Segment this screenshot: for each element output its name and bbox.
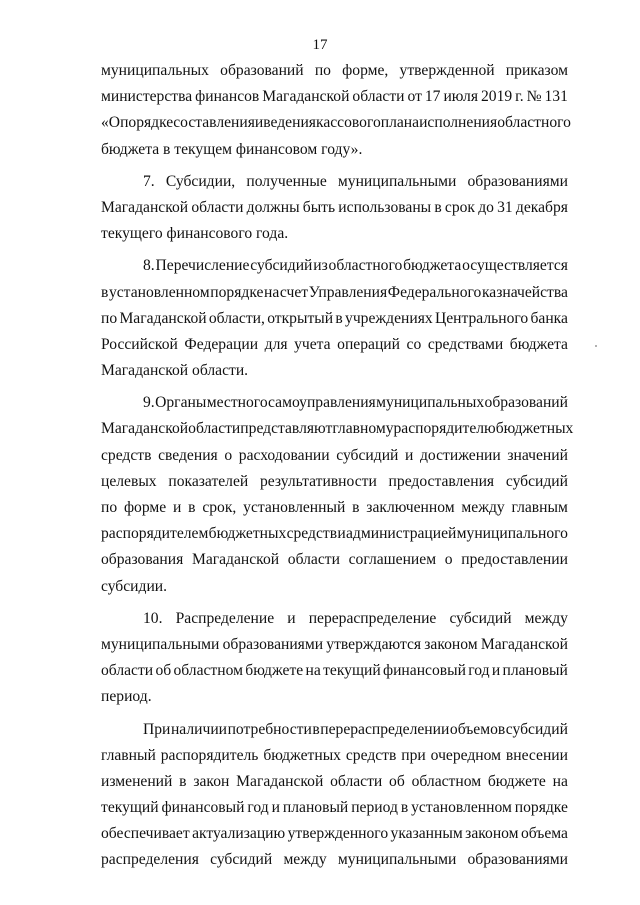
text-line <box>101 717 568 743</box>
word: до <box>478 198 494 216</box>
word: областного <box>497 114 571 132</box>
word: между <box>283 851 327 869</box>
word: сведения <box>158 446 218 464</box>
word: декабря <box>515 198 568 216</box>
word: актуализацию <box>192 825 286 843</box>
word: на <box>264 283 280 301</box>
paragraph <box>101 606 568 711</box>
word: и <box>254 114 264 132</box>
paragraph <box>101 169 568 248</box>
word: заключенном <box>366 499 455 516</box>
word: законом <box>465 825 519 843</box>
word: быть <box>302 198 336 216</box>
text-line <box>101 658 568 684</box>
word: Управления <box>308 283 388 301</box>
text-line <box>101 632 568 658</box>
text-line <box>101 847 568 873</box>
scan-speck <box>595 345 597 347</box>
word: Магаданской <box>236 772 324 790</box>
word: утвержденной <box>399 62 495 79</box>
word: 10. <box>143 609 163 627</box>
word: финансовый <box>382 662 466 680</box>
word: счет <box>279 283 309 301</box>
word: открытый <box>267 309 334 327</box>
word: Магаданской <box>262 88 350 106</box>
text-line <box>101 443 568 469</box>
text-line <box>101 84 568 110</box>
word: в <box>312 720 320 738</box>
word: Российской <box>101 335 178 353</box>
text-line <box>101 195 568 221</box>
word: бюджета <box>509 335 568 353</box>
word: администрацией <box>346 525 457 543</box>
word: форме <box>123 499 167 516</box>
word: изменений <box>101 772 173 790</box>
word: составления <box>173 114 255 132</box>
word: бюджетных <box>495 420 574 438</box>
word: утвержденного <box>287 825 389 843</box>
word: «О <box>101 114 121 132</box>
word: и <box>173 499 182 516</box>
text-line <box>101 253 568 279</box>
word: Магаданской <box>101 420 189 438</box>
word: области <box>352 88 405 106</box>
word: в <box>400 799 409 817</box>
word: объемов <box>449 720 506 738</box>
word: полученные <box>246 172 327 190</box>
word: Центрального <box>434 309 529 327</box>
word: министерства <box>101 88 193 106</box>
text-line <box>101 606 568 632</box>
word: муниципальных <box>376 394 485 412</box>
text-line <box>101 469 568 495</box>
word: законом <box>424 635 478 653</box>
text-line <box>101 769 568 795</box>
word: наличии <box>170 720 228 738</box>
word: финансов <box>195 88 260 106</box>
word: местного <box>206 394 268 412</box>
word: и <box>287 609 296 627</box>
word: муниципальными <box>337 851 457 869</box>
word: учреждениях <box>345 309 433 327</box>
word: областном <box>411 772 482 790</box>
word: 31 <box>497 198 513 216</box>
word: 7. <box>143 172 155 190</box>
word: июля <box>443 88 478 106</box>
word: об <box>389 772 405 790</box>
word: значений <box>507 446 568 464</box>
word: бюджетных <box>263 746 341 764</box>
word: При <box>143 720 171 738</box>
word: бюджета <box>403 257 462 275</box>
word: внесении <box>505 746 568 764</box>
word: представляют <box>240 420 333 438</box>
word: Федерации <box>184 335 259 353</box>
word: операций <box>337 335 400 353</box>
word: срок <box>444 198 476 216</box>
word: распорядителем <box>101 525 209 543</box>
page-number: 17 <box>312 37 328 53</box>
paragraph <box>101 253 568 384</box>
word: соглашением <box>348 551 437 569</box>
word: распорядителю <box>393 420 496 438</box>
paragraph <box>101 390 574 600</box>
word: и <box>491 662 501 680</box>
word: от <box>407 88 422 106</box>
word: для <box>264 335 288 353</box>
word: средств <box>286 525 338 543</box>
word: между <box>524 609 568 627</box>
word: Магаданской <box>480 635 568 653</box>
text-line <box>101 58 568 84</box>
word: распределения <box>101 851 199 869</box>
word: муниципальными <box>101 635 220 653</box>
word: форме, <box>342 62 389 79</box>
word: в <box>352 499 360 516</box>
word: Субсидии, <box>165 172 236 190</box>
word: области <box>101 662 154 680</box>
word: и <box>337 525 346 543</box>
word: текущий <box>323 662 381 680</box>
text-line <box>101 110 571 136</box>
word: муниципального <box>456 525 568 543</box>
word: средств <box>101 446 152 464</box>
word: год <box>468 662 490 680</box>
word: достижении <box>420 446 501 464</box>
word: банка <box>530 309 568 327</box>
word: на <box>305 662 321 680</box>
word: текущий <box>101 799 159 817</box>
word: по <box>314 62 331 79</box>
text-line <box>101 795 568 821</box>
word: перераспределении <box>320 720 450 738</box>
word: установленном <box>108 283 210 301</box>
word: области <box>191 198 244 216</box>
word: при <box>401 746 426 764</box>
word: в <box>179 772 187 790</box>
word: и <box>405 446 414 464</box>
word: ведения <box>263 114 316 132</box>
word: № <box>526 88 542 106</box>
word: год <box>247 799 269 817</box>
word: 9. <box>143 394 155 412</box>
word: целевых <box>101 472 157 490</box>
word: Магаданской <box>191 551 280 569</box>
word: субсидий <box>449 609 512 627</box>
word: плана <box>380 114 420 132</box>
word: срок, <box>202 499 237 516</box>
word: кассового <box>315 114 381 132</box>
word: в <box>101 283 109 301</box>
word: главный <box>101 746 156 764</box>
text-line: субсидии. <box>101 577 168 595</box>
word: Органы <box>155 394 207 412</box>
word: очередном <box>430 746 501 764</box>
word: Федерального <box>387 283 482 301</box>
word: 2019 <box>480 88 513 106</box>
word: порядке <box>120 114 174 132</box>
word: предоставлении <box>461 551 568 569</box>
word: субсидий <box>336 446 399 464</box>
word: 17 <box>424 88 441 106</box>
word: образованиями <box>222 635 324 653</box>
word: субсидий <box>210 851 273 869</box>
word: субсидий <box>505 472 568 490</box>
word: из <box>313 257 328 275</box>
word: 8. <box>143 257 155 275</box>
text-line <box>101 169 568 195</box>
word: закон <box>193 772 230 790</box>
text-line <box>101 416 574 442</box>
word: самоуправления <box>268 394 376 412</box>
text-line: текущего финансового года. <box>101 225 289 243</box>
word: муниципальных <box>101 62 209 79</box>
word: потребности <box>227 720 312 738</box>
word: областного <box>328 257 403 275</box>
word: осуществляется <box>462 257 568 275</box>
word: в <box>434 198 442 216</box>
text-line <box>101 495 568 521</box>
document-body <box>101 58 574 874</box>
word: показателей <box>168 472 249 490</box>
word: плановый <box>282 799 349 817</box>
text-line <box>101 306 568 332</box>
paragraph <box>101 58 571 163</box>
word: исполнения <box>419 114 498 132</box>
text-line <box>101 390 568 416</box>
word: результативности <box>259 472 377 490</box>
word: обеспечивает <box>101 825 190 843</box>
word: распорядитель <box>160 746 259 764</box>
word: приказом <box>505 62 568 79</box>
word: главному <box>332 420 394 438</box>
word: установленный <box>243 499 346 516</box>
text-line: бюджета в текущем финансовом году». <box>101 140 363 158</box>
word: в <box>335 309 343 327</box>
word: области <box>188 420 241 438</box>
word: г. <box>515 88 524 106</box>
word: 131 <box>544 88 568 106</box>
word: в <box>188 499 196 516</box>
word: использованы <box>338 198 432 216</box>
word: областном <box>173 662 243 680</box>
word: образованиями <box>467 172 568 190</box>
word: субсидий <box>250 257 313 275</box>
text-line <box>101 821 568 847</box>
word: должны <box>246 198 300 216</box>
word: о <box>444 551 453 569</box>
word: Магаданской <box>101 198 189 216</box>
word: финансовый <box>161 799 245 817</box>
word: главным <box>511 499 568 516</box>
word: порядке <box>514 799 568 817</box>
word: и <box>271 799 280 817</box>
text-line: Магаданской области. <box>101 362 249 380</box>
word: объема <box>520 825 568 843</box>
word: области <box>330 772 383 790</box>
word: бюджетных <box>208 525 287 543</box>
word: образования <box>101 551 184 569</box>
text-line <box>101 332 568 358</box>
word: об <box>155 662 172 680</box>
word: Распределение <box>175 609 275 627</box>
word: бюджете <box>487 772 546 790</box>
word: по <box>101 309 118 327</box>
word: по <box>101 499 118 516</box>
word: со <box>406 335 422 353</box>
paragraph <box>101 717 568 874</box>
word: казначейства <box>481 283 568 301</box>
word: установленном <box>411 799 512 817</box>
word: перераспределение <box>308 609 437 627</box>
text-line <box>101 547 568 573</box>
word: на <box>552 772 568 790</box>
text-line: период. <box>101 688 152 706</box>
word: муниципальными <box>337 172 457 190</box>
text-line <box>101 521 568 547</box>
word: образований <box>484 394 568 412</box>
word: Магаданской <box>119 309 207 327</box>
word: учета <box>294 335 331 353</box>
word: средствами <box>427 335 504 353</box>
word: Перечисление <box>155 257 250 275</box>
word: образований <box>220 62 304 79</box>
word: области <box>287 551 340 569</box>
word: утверждаются <box>326 635 422 653</box>
word: образованиями <box>467 851 568 869</box>
word: субсидий <box>505 720 568 738</box>
word: порядке <box>210 283 264 301</box>
text-line <box>101 280 568 306</box>
word: между <box>461 499 505 516</box>
word: предоставления <box>388 472 495 490</box>
word: средств <box>345 746 397 764</box>
word: области, <box>208 309 265 327</box>
word: о <box>224 446 233 464</box>
text-line <box>101 743 568 769</box>
word: указанным <box>390 825 463 843</box>
word: бюджете <box>245 662 304 680</box>
word: расходовании <box>238 446 330 464</box>
word: плановый <box>502 662 568 680</box>
word: период <box>351 799 398 817</box>
